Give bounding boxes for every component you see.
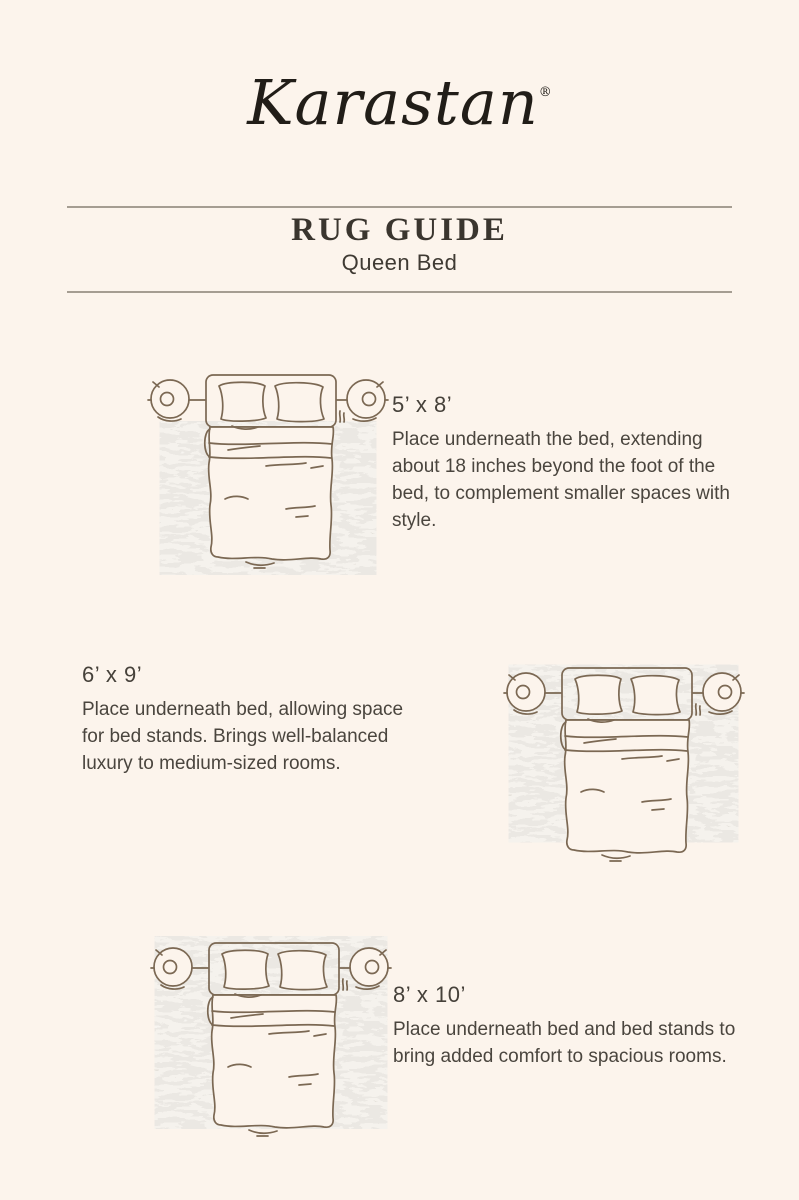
rug-size-label: 5’ x 8’ (392, 392, 453, 417)
divider-top (67, 206, 732, 208)
rug-size-label: 6’ x 9’ (82, 662, 143, 687)
page-subtitle: Queen Bed (341, 250, 458, 275)
rug-size-label: 8’ x 10’ (393, 982, 466, 1007)
rug-size-description: Place underneath bed and bed stands to bring added comfort to spacious rooms. (393, 1019, 736, 1067)
registered-trademark-symbol: ® (538, 85, 552, 100)
brand-wordmark: Karastan (247, 66, 539, 139)
page-title: RUG GUIDE (291, 212, 508, 248)
queen-bed-on-8x10-rug-illustration (143, 935, 399, 1147)
divider-bottom (67, 291, 732, 293)
rug-size-description: Place underneath bed, allowing space for bed stands. Brings well-balanced luxury to medium-sized rooms. (82, 699, 404, 774)
brand-logo (0, 66, 799, 139)
queen-bed-on-6x9-rug-illustration (496, 660, 752, 872)
section-8x10-text (393, 982, 771, 1070)
queen-bed-on-5x8-rug-illustration (140, 367, 396, 579)
section-5x8-text (392, 392, 744, 534)
section-6x9-text (82, 662, 430, 777)
rug-size-description: Place underneath the bed, extending about 18 inches beyond the foot of the bed, to complement smaller spaces with style. (392, 429, 730, 531)
